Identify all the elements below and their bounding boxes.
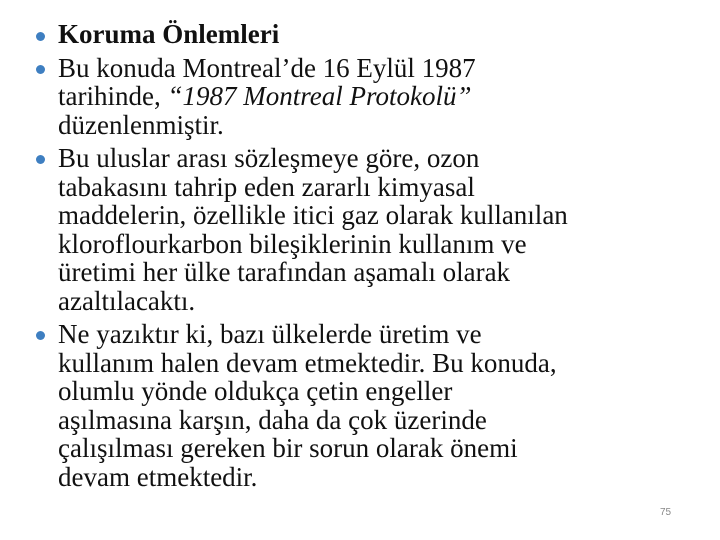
paragraph-2-line-2: tabakasını tahrip eden zararlı kimyasal [58, 171, 475, 202]
slide-heading: Koruma Önlemleri [58, 19, 280, 49]
bullet-dot-icon [36, 155, 45, 164]
paragraph-3-line-4: aşılmasına karşın, daha da çok üzerinde [58, 404, 487, 435]
page-number: 75 [660, 507, 672, 518]
bullet-dot-icon [36, 65, 45, 74]
paragraph-3-line-2: kullanım halen devam etmektedir. Bu konuda, [58, 347, 557, 378]
paragraph-1-line-2 [58, 82, 674, 111]
bullet-list [34, 20, 674, 496]
bullet-dot-icon [36, 32, 45, 41]
paragraph-2-line-1: Bu uluslar arası sözleşmeye göre, ozon [58, 143, 480, 173]
paragraph-2-line-5: üretimi her ülke tarafından aşamalı olarak [58, 257, 511, 287]
protocol-quote: “1987 Montreal Protokolü” [167, 81, 472, 111]
paragraph-3-line-5: çalışılması gereken bir sorun olarak önemi [58, 433, 518, 463]
bullet-dot-icon [36, 331, 45, 340]
bullet-paragraph-1 [34, 54, 674, 140]
bullet-heading [34, 20, 674, 49]
paragraph-2-line-3: maddelerin, özellikle itici gaz olarak kullanılan [58, 200, 568, 230]
paragraph-3-line-6: devam etmektedir. [58, 461, 258, 492]
bullet-paragraph-3 [34, 320, 674, 491]
paragraph-1-line-2-prefix: tarihinde, [58, 81, 168, 111]
paragraph-3-line-3: olumlu yönde oldukça çetin engeller [58, 376, 453, 406]
paragraph-3-line-1: Ne yazıktır ki, bazı ülkelerde üretim ve [58, 319, 482, 349]
paragraph-1-line-1: Bu konuda Montreal’de 16 Eylül 1987 [58, 52, 476, 83]
paragraph-1-line-3: düzenlenmiştir. [58, 109, 224, 140]
paragraph-2-line-4: kloroflourkarbon bileşiklerinin kullanım ve [58, 228, 527, 259]
bullet-paragraph-2 [34, 144, 674, 315]
paragraph-2-line-6: azaltılacaktı. [58, 285, 196, 316]
